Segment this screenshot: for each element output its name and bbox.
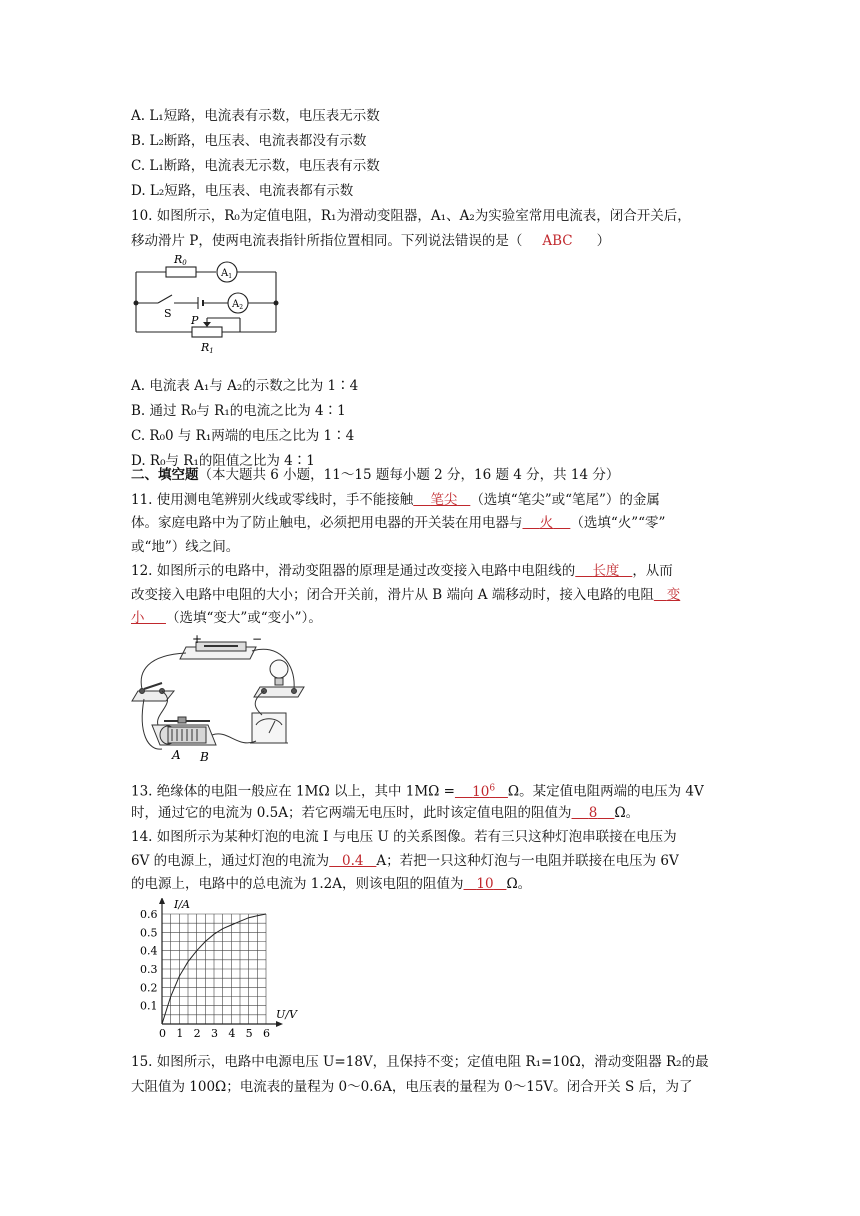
x-tick-label: 1: [176, 1027, 184, 1040]
q12-line2: [131, 585, 680, 605]
q14-line2: [131, 851, 679, 871]
q9-option-b: B. L₂断路，电压表、电流表都没有示数: [131, 133, 367, 149]
fig-p-label: P: [191, 314, 199, 327]
x-tick-label: 4: [228, 1027, 236, 1040]
fig-a1-label: $A_1$: [221, 268, 233, 280]
q12-circuit-illustration: [128, 633, 328, 765]
battery-plus-label: +: [192, 633, 203, 646]
q10-option-b: B. 通过 R₀与 R₁的电流之比为 4∶1: [131, 403, 346, 419]
x-tick-label: 2: [193, 1027, 201, 1040]
q10-option-c: C. R₀0 与 R₁两端的电压之比为 1∶4: [131, 428, 355, 444]
q14-text-c: 的电源上，电路中的总电流为 1.2A，则该电阻的阻值为: [131, 876, 464, 892]
q11-line2: [131, 513, 665, 533]
q13-answer1: $10^6$: [472, 783, 496, 800]
q11-answer1: 笔尖: [430, 492, 458, 508]
chart-x-axis-label: U/V: [276, 1008, 297, 1021]
q13-line1: [131, 778, 704, 802]
x-tick-label: 3: [211, 1027, 218, 1040]
rheostat-b-label: B: [200, 750, 209, 764]
section-title: 二、填空题: [131, 467, 199, 483]
q11-text-c: 体。家庭电路中为了防止触电，必须把用电器的开关装在用电器与: [131, 515, 523, 531]
chart-tick-labels: [140, 908, 270, 1040]
q14-line1: 14. 如图所示为某种灯泡的电流 I 与电压 U 的关系图像。若有三只这种灯泡串联接在电压为: [131, 829, 677, 845]
q12-text-a: 12. 如图所示的电路中，滑动变阻器的原理是通过改变接入电路中电阻线的: [131, 563, 576, 579]
q10-circuit-diagram: [128, 252, 288, 362]
x-tick-label: 5: [245, 1027, 253, 1040]
q12-text-b: ，从而: [632, 563, 673, 579]
q11-text-d: （选填“火”“零”: [570, 515, 666, 531]
y-tick-label: 0.5: [140, 926, 158, 940]
y-tick-label: 0.2: [140, 981, 158, 995]
fig-a2-label: $A_2$: [232, 299, 244, 311]
q14-text-a: 6V 的电源上，通过灯泡的电流为: [131, 853, 330, 869]
q13-line2: [131, 803, 639, 823]
q10-stem-line1: 10. 如图所示，R₀为定值电阻，R₁为滑动变阻器，A₁、A₂为实验室常用电流表，闭合开关后，: [131, 208, 691, 224]
q9-option-d: D. L₂短路，电压表、电流表都有示数: [131, 183, 354, 199]
fig-r0-label: R0: [174, 253, 187, 267]
section-note: （本大题共 6 小题，11～15 题每小题 2 分，16 题 4 分，共 14 分）: [198, 467, 620, 483]
y-tick-label: 0.4: [140, 944, 158, 958]
q9-option-a: A. L₁短路，电流表有示数，电压表无示数: [131, 108, 380, 124]
q13-answer2: 8: [588, 805, 598, 821]
fig-r1-label: R1: [201, 341, 214, 355]
q12-line1: [131, 561, 673, 581]
rheostat-a-label: A: [172, 748, 181, 762]
chart-y-axis-label: I/A: [174, 898, 190, 911]
q15-line1: 15. 如图所示，电路中电源电压 U=18V，且保持不变；定值电阻 R₁=10Ω，滑动变阻器 R₂的最: [131, 1054, 709, 1070]
q13-text-d: Ω。: [614, 805, 640, 821]
y-tick-label: 0.6: [140, 908, 158, 921]
q10-stem-text: 移动滑片 P，使两电流表指针所指位置相同。下列说法错误的是（: [131, 233, 523, 249]
q11-answer2: 火: [539, 515, 554, 531]
x-tick-label: 0: [159, 1027, 166, 1040]
iv-curve-chart: [138, 898, 308, 1043]
q14-text-d: Ω。: [506, 876, 532, 892]
q10-answer: ABC: [542, 233, 573, 249]
q14-line3: [131, 874, 531, 894]
q12-line3: [131, 608, 322, 628]
q11-text-a: 11. 使用测电笔辨别火线或零线时，手不能接触: [131, 492, 414, 508]
q14-answer1: 0.4: [342, 853, 364, 869]
q13-text-a: 13. 绝缘体的电阻一般应在 1MΩ 以上，其中 1MΩ =: [131, 783, 455, 800]
q13-text-c: 时，通过它的电流为 0.5A；若它两端无电压时，此时该定值电阻的阻值为: [131, 805, 572, 821]
chart-grid: [162, 914, 266, 1024]
x-tick-label: 6: [263, 1027, 270, 1040]
q12-answer1: 长度: [592, 563, 620, 579]
q13-text-b: Ω。某定值电阻两端的电压为 4V: [507, 783, 704, 800]
fig-switch-label: S: [164, 307, 172, 320]
q12-answer2b: 小: [131, 610, 145, 626]
q15-line2: 大阻值为 100Ω；电流表的量程为 0～0.6A，电压表的量程为 0～15V。闭合开关 S 后，为了: [131, 1079, 693, 1095]
q12-answer2a: 变: [666, 587, 681, 603]
q10-option-d: D. R₀与 R₁的阻值之比为 4∶1: [131, 453, 315, 469]
q10-option-a: A. 电流表 A₁与 A₂的示数之比为 1∶4: [131, 378, 359, 394]
q9-option-c: C. L₁断路，电流表无示数，电压表有示数: [131, 158, 380, 174]
q10-stem-end: ）: [596, 233, 611, 249]
y-tick-label: 0.3: [140, 963, 158, 976]
q14-text-b: A；若把一只这种灯泡与一电阻并联接在电压为 6V: [376, 853, 679, 869]
y-axis-arrow: [159, 898, 165, 904]
q14-answer2: 10: [476, 876, 494, 892]
q11-line3: 或“地”）线之间。: [131, 539, 240, 555]
q10-stem-line2: [131, 231, 610, 251]
q11-text-b: （选填“笔尖”或“笔尾”）的金属: [470, 492, 660, 508]
battery-minus-label: −: [252, 633, 263, 646]
q12-text-d: （选填“变大”或“变小”）。: [165, 610, 322, 626]
chart-axes: [159, 898, 283, 1027]
q11-line1: [131, 490, 660, 510]
x-axis-arrow: [276, 1021, 283, 1027]
y-tick-label: 0.1: [140, 999, 158, 1013]
q12-text-c: 改变接入电路中电阻的大小；闭合开关前，滑片从 B 端向 A 端移动时，接入电路的电阻: [131, 587, 654, 603]
section-heading: [131, 465, 619, 485]
